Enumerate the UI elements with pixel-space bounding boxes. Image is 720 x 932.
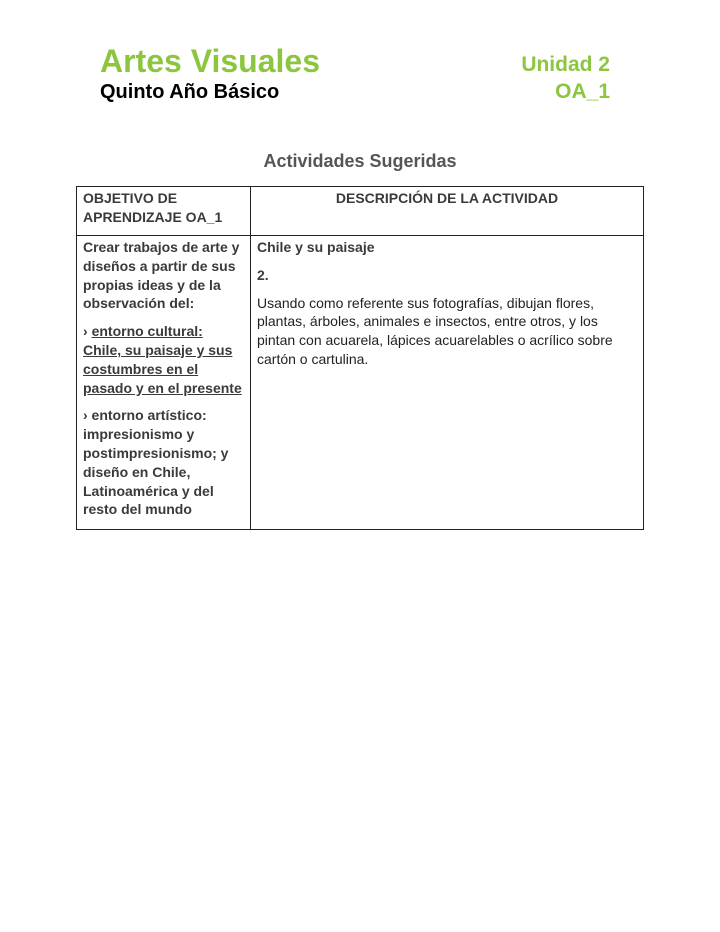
section-title: Actividades Sugeridas [263, 151, 457, 171]
bullet-marker: › [83, 323, 92, 340]
table-header-row [77, 187, 644, 236]
objective-cell [77, 236, 251, 530]
activities-table [76, 186, 644, 530]
oa-label: OA_1 [555, 80, 610, 103]
activity-cell [251, 236, 644, 530]
objective-intro: Crear trabajos de arte y diseños a partir de sus propias ideas y de la observación del: [83, 239, 240, 312]
activity-title: Chile y su paisaje [257, 239, 375, 255]
objective-item-artistic: › entorno artístico: impresionismo y postimpresionismo; y diseño en Chile, Latinoamérica y del resto del mundo [83, 407, 229, 518]
grade-subtitle: Quinto Año Básico [100, 81, 280, 103]
activity-number: 2. [257, 266, 269, 283]
objective-column-header: OBJETIVO DE APRENDIZAJE OA_1 [77, 187, 251, 236]
page-header [100, 42, 610, 112]
objective-item-cultural-text: entorno cultural: Chile, su paisaje y sus costumbres en el pasado y en el presente [83, 323, 242, 396]
description-column-header: DESCRIPCIÓN DE LA ACTIVIDAD [251, 187, 644, 236]
table-row [77, 236, 644, 530]
activity-description: Usando como referente sus fotografías, dibujan flores, plantas, árboles, animales e insectos, entre otros, y los pintan con acuarela, lápices acuarelables o acrílico sobre cartón o cartulina. [257, 294, 613, 367]
subject-title: Artes Visuales [100, 43, 320, 79]
objective-item-cultural [83, 322, 244, 397]
unit-label: Unidad 2 [521, 53, 610, 76]
